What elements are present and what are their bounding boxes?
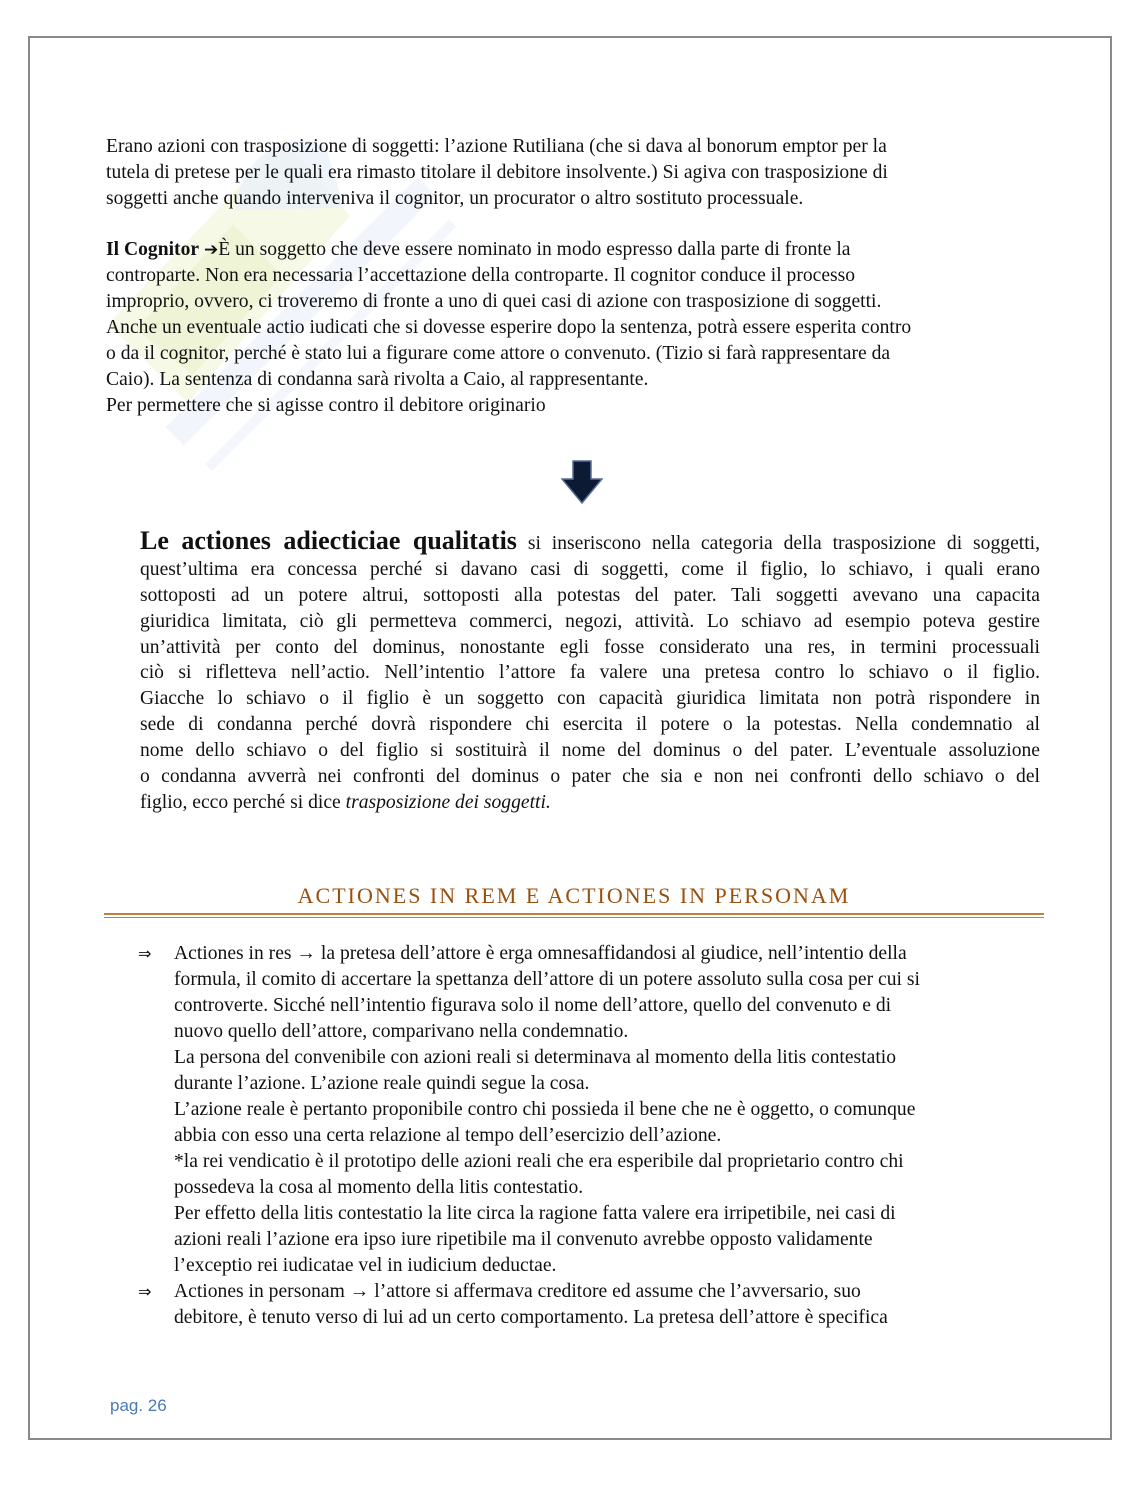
arrow-down-icon <box>561 460 603 504</box>
text-line: possedeva la cosa al momento della litis contestatio. <box>174 1177 584 1198</box>
text-line: sede di condanna perché dovrà rispondere chi esercita il potere o la potestas. Nella condemnatio al <box>140 714 1040 736</box>
double-arrow-bullet-icon: ⇒ <box>138 1282 152 1301</box>
text-line: controparte. Non era necessaria l’accettazione della controparte. Il cognitor conduce il processo <box>106 265 856 286</box>
text-line: o condanna avverrà nei confronti del dominus o pater che sia e non nei confronti dello schiavo o del <box>140 766 1040 788</box>
text-line-rest: È un soggetto che deve essere nominato in modo espresso dalla parte di fronte la <box>218 239 851 260</box>
text-line: nuovo quello dell’attore, comparivano nella condemnatio. <box>174 1021 629 1042</box>
text-line: La persona del convenibile con azioni reali si determinava al momento della litis contestatio <box>174 1047 897 1068</box>
page-number: pag. 26 <box>110 1396 167 1415</box>
text-line: un’attività per conto del dominus, nonostante egli fosse considerato una res, in termini processuali <box>140 636 1040 658</box>
text-line: soggetti anche quando interveniva il cognitor, un procurator o altro sostituto processuale. <box>106 188 804 209</box>
text-line: formula, il comito di accertare la spettanza dell’attore di un potere assoluto sulla cosa per cui si <box>174 969 920 990</box>
text-line: Anche un eventuale actio iudicati che si dovesse esperire dopo la sentenza, potrà essere esperita contro <box>106 317 912 338</box>
text-line <box>140 528 1040 557</box>
actiones-list <box>138 941 1038 1331</box>
text-line: azioni reali l’azione era ipso iure ripetibile ma il convenuto avrebbe opposto validamente <box>174 1229 873 1250</box>
heading-rule-thin <box>104 917 1044 918</box>
text-line: o da il cognitor, perché è stato lui a figurare come attore o convenuto. (Tizio si farà rappresentare da <box>106 343 891 364</box>
text-line <box>140 790 1040 816</box>
section-heading: ACTIONES IN REM E ACTIONES IN PERSONAM <box>297 883 851 908</box>
text-line: debitore, è tenuto verso di lui ad un certo comportamento. La pretesa dell’attore è specifica <box>174 1307 888 1328</box>
paragraph-adiecticiae <box>140 528 1040 816</box>
text-line: sottoposti ad un potere altrui, sottoposti alla potestas del pater. Tali soggetti avevano una capacita <box>140 584 1040 606</box>
text-line: durante l’azione. L’azione reale quindi segue la cosa. <box>174 1073 590 1094</box>
double-arrow-bullet-icon: ⇒ <box>138 944 152 963</box>
text-line: giuridica limitata, ciò gli permetteva commerci, negozi, attività. Lo schiavo ad esempio poteva gestire <box>140 610 1040 632</box>
italic-term: trasposizione dei soggetti. <box>345 791 551 813</box>
text-line: Actiones in res → la pretesa dell’attore è erga omnesaffidandosi al giudice, nell’intentio della <box>174 943 907 964</box>
arrow-right-icon: ➔ <box>203 240 219 260</box>
text-line: controverte. Sicché nell’intentio figurava solo il nome dell’attore, quello del convenuto e di <box>174 995 892 1016</box>
list-item <box>138 941 1038 1279</box>
text-line: Actiones in personam → l’attore si affermava creditore ed assume che l’avversario, suo <box>174 1281 861 1302</box>
paragraph-cognitor <box>106 237 1046 419</box>
text-line: improprio, ovvero, ci troveremo di fronte a uno di quei casi di azione con trasposizione di soggetti. <box>106 291 882 312</box>
text-line: Per permettere che si agisse contro il debitore originario <box>106 395 546 416</box>
text-line: nome dello schiavo o del figlio si sostituirà il nome del dominus o del pater. L’eventuale assoluzione <box>140 740 1040 762</box>
text-line: Caio). La sentenza di condanna sarà rivolta a Caio, al rappresentante. <box>106 369 649 390</box>
text-line: *la rei vendicatio è il prototipo delle azioni reali che era esperibile dal proprietario contro chi <box>174 1151 904 1172</box>
text-line <box>106 237 1046 263</box>
text-line: l’exceptio rei iudicatae vel in iudicium deductae. <box>174 1255 557 1276</box>
lead-term: Le actiones adiecticiae qualitatis <box>140 526 517 555</box>
text-line: Erano azioni con trasposizione di soggetti: l’azione Rutiliana (che si dava al bonorum emptor per la <box>106 136 887 157</box>
text-line: quest’ultima era concessa perché si davano casi di soggetti, come il figlio, lo schiavo, i quali erano <box>140 558 1040 580</box>
paragraph-trasposizione <box>106 134 1026 212</box>
term-cognitor: Il Cognitor <box>106 239 200 260</box>
text-line-rest: si inseriscono nella categoria della trasposizione di soggetti, <box>516 533 1040 554</box>
text-line: Giacche lo schiavo o il figlio è un soggetto con capacità giuridica limitata non potrà rispondere in <box>140 688 1040 710</box>
heading-rule <box>104 913 1044 915</box>
text-line: Per effetto della litis contestatio la lite circa la ragione fatta valere era irripetibile, nei casi di <box>174 1203 896 1224</box>
list-item <box>138 1279 1038 1331</box>
text-line-prefix: figlio, ecco perché si dice <box>140 791 346 813</box>
text-line: abbia con esso una certa relazione al tempo dell’esercizio dell’azione. <box>174 1125 722 1146</box>
text-line: ciò si rifletteva nell’actio. Nell’intentio l’attore fa valere una pretesa contro lo schiavo o il figlio. <box>140 662 1040 684</box>
text-line: L’azione reale è pertanto proponibile contro chi possieda il bene che ne è oggetto, o comunque <box>174 1099 916 1120</box>
text-line: tutela di pretese per le quali era rimasto titolare il debitore insolvente.) Si agiva con trasposizione di <box>106 162 888 183</box>
